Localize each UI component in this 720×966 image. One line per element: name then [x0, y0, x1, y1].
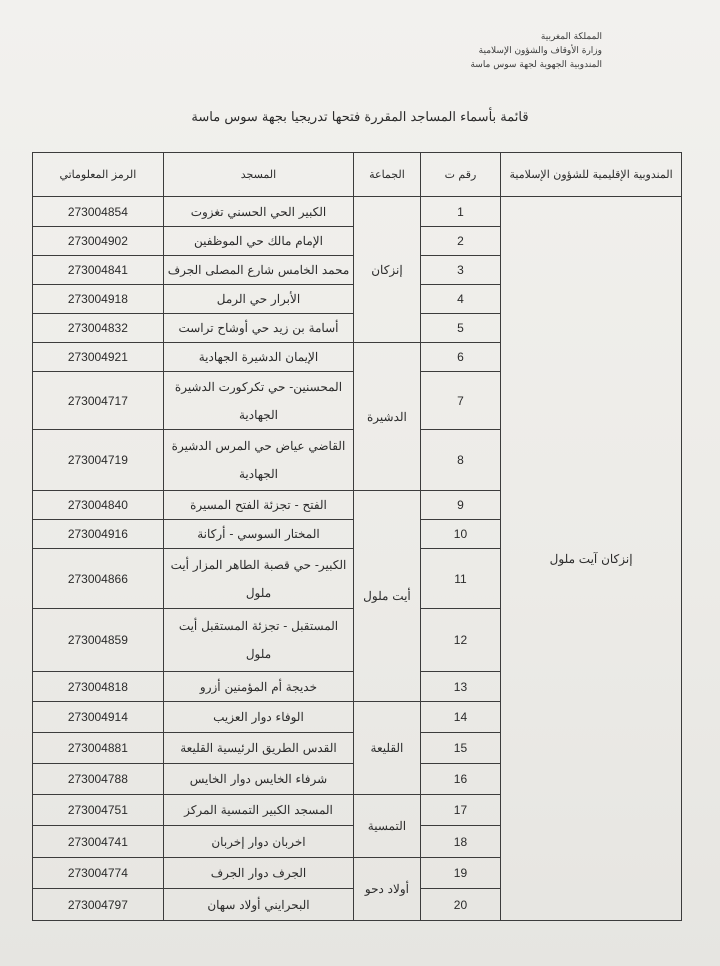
- row-number: 5: [420, 314, 501, 343]
- mosque-name: البحرايني أولاد سهان: [163, 889, 354, 921]
- letterhead-delegation: المندوبية الجهوية لجهة سوس ماسة: [470, 60, 602, 70]
- commune-cell: أولاد دحو: [354, 858, 420, 921]
- mosque-code: 273004832: [33, 314, 164, 343]
- header-commune: الجماعة: [354, 153, 420, 197]
- mosque-code: 273004741: [33, 826, 164, 858]
- header-number: رقم ت: [420, 153, 501, 197]
- mosque-name: اخربان دوار إخربان: [163, 826, 354, 858]
- mosque-name: الجرف دوار الجرف: [163, 858, 354, 889]
- row-number: 3: [420, 256, 501, 285]
- mosque-name: المحسنين- حي تكركورت الدشيرة الجهادية: [163, 372, 354, 430]
- row-number: 16: [420, 764, 501, 795]
- mosque-name: المستقبل - تجزئة المستقبل أيت ملول: [163, 609, 354, 672]
- mosque-code: 273004719: [33, 430, 164, 491]
- mosque-code: 273004866: [33, 549, 164, 609]
- mosque-name: الكبير- حي قصبة الطاهر المزار أيت ملول: [163, 549, 354, 609]
- mosque-code: 273004859: [33, 609, 164, 672]
- mosque-code: 273004854: [33, 197, 164, 227]
- letterhead: [470, 30, 602, 72]
- letterhead-ministry: وزارة الأوقاف والشؤون الإسلامية: [478, 46, 602, 56]
- row-number: 8: [420, 430, 501, 491]
- row-number: 18: [420, 826, 501, 858]
- row-number: 9: [420, 491, 501, 520]
- mosque-name: الفتح - تجزئة الفتح المسيرة: [163, 491, 354, 520]
- mosque-name: خديجة أم المؤمنين أزرو: [163, 672, 354, 702]
- row-number: 14: [420, 702, 501, 733]
- table-header-row: [33, 153, 682, 197]
- commune-cell: القليعة: [354, 702, 420, 795]
- row-number: 13: [420, 672, 501, 702]
- mosque-name: الأبرار حي الرمل: [163, 285, 354, 314]
- mosque-name: الإيمان الدشيرة الجهادية: [163, 343, 354, 372]
- mosque-code: 273004841: [33, 256, 164, 285]
- mosque-name: أسامة بن زيد حي أوشاح تراست: [163, 314, 354, 343]
- row-number: 2: [420, 227, 501, 256]
- delegation-cell: إنزكان آيت ملول: [501, 197, 682, 921]
- mosque-name: القدس الطريق الرئيسية القليعة: [163, 733, 354, 764]
- header-mosque: المسجد: [163, 153, 354, 197]
- mosque-code: 273004818: [33, 672, 164, 702]
- header-delegation: المندوبية الإقليمية للشؤون الإسلامية: [501, 153, 682, 197]
- letterhead-kingdom: المملكة المغربية: [540, 32, 602, 42]
- mosque-code: 273004914: [33, 702, 164, 733]
- mosque-code: 273004921: [33, 343, 164, 372]
- row-number: 6: [420, 343, 501, 372]
- mosques-table: [32, 152, 682, 921]
- row-number: 4: [420, 285, 501, 314]
- row-number: 17: [420, 795, 501, 826]
- mosque-code: 273004774: [33, 858, 164, 889]
- row-number: 15: [420, 733, 501, 764]
- mosque-code: 273004788: [33, 764, 164, 795]
- row-number: 12: [420, 609, 501, 672]
- mosque-code: 273004918: [33, 285, 164, 314]
- table-row: [33, 197, 682, 227]
- mosque-name: الإمام مالك حي الموظفين: [163, 227, 354, 256]
- mosque-code: 273004797: [33, 889, 164, 921]
- row-number: 19: [420, 858, 501, 889]
- commune-cell: التمسية: [354, 795, 420, 858]
- row-number: 11: [420, 549, 501, 609]
- mosque-name: القاضي عياض حي المرس الدشيرة الجهادية: [163, 430, 354, 491]
- mosque-code: 273004916: [33, 520, 164, 549]
- mosque-name: شرفاء الخايس دوار الخايس: [163, 764, 354, 795]
- commune-cell: الدشيرة: [354, 343, 420, 491]
- mosque-code: 273004840: [33, 491, 164, 520]
- row-number: 7: [420, 372, 501, 430]
- mosque-code: 273004881: [33, 733, 164, 764]
- mosque-code: 273004717: [33, 372, 164, 430]
- document-title: قائمة بأسماء المساجد المقررة فتحها تدريجيا بجهة سوس ماسة: [191, 110, 529, 125]
- mosque-name: محمد الخامس شارع المصلى الجرف: [163, 256, 354, 285]
- commune-cell: أيت ملول: [354, 491, 420, 702]
- mosque-name: المختار السوسي - أركانة: [163, 520, 354, 549]
- row-number: 20: [420, 889, 501, 921]
- mosque-name: الكبير الحي الحسني تغزوت: [163, 197, 354, 227]
- commune-cell: إنزكان: [354, 197, 420, 343]
- mosque-code: 273004902: [33, 227, 164, 256]
- row-number: 10: [420, 520, 501, 549]
- mosque-code: 273004751: [33, 795, 164, 826]
- header-code: الرمز المعلوماتي: [33, 153, 164, 197]
- row-number: 1: [420, 197, 501, 227]
- mosque-name: المسجد الكبير التمسية المركز: [163, 795, 354, 826]
- mosque-name: الوفاء دوار العزيب: [163, 702, 354, 733]
